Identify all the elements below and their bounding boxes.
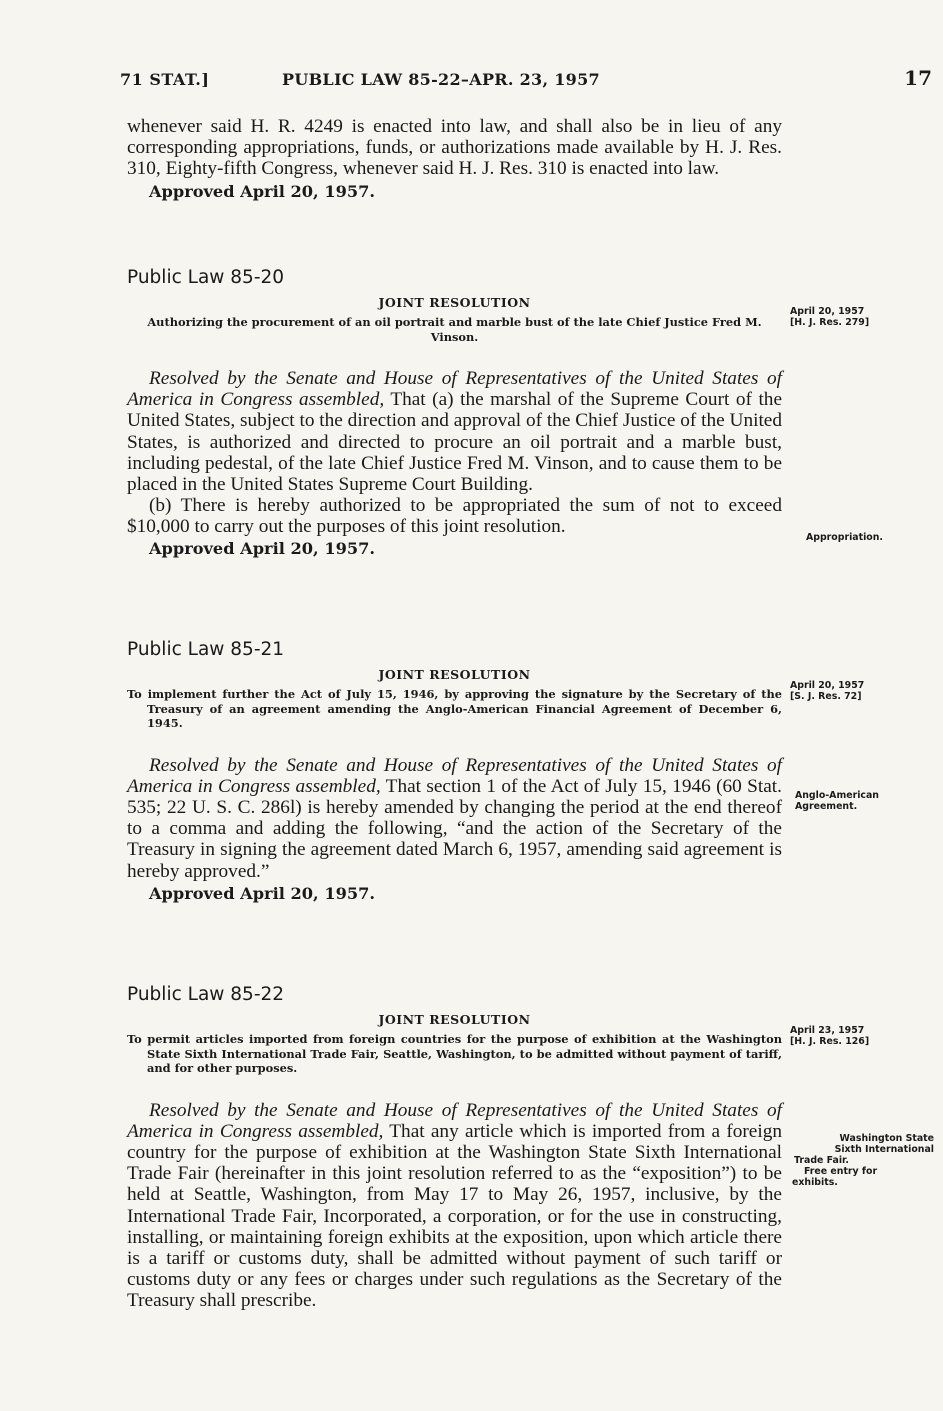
- margin-bill-reference: [S. J. Res. 72]: [790, 691, 862, 702]
- resolution-body: [127, 1100, 782, 1312]
- margin-date: April 23, 1957: [790, 1025, 865, 1036]
- margin-note-line: Trade Fair.: [794, 1155, 849, 1166]
- continuation-text: whenever said H. R. 4249 is enacted into law, and shall also be in lieu of any corresponding appropriations, funds, or authorizations made available by H. J. Res. 310, Eighty-fifth Congress, whenever said H. J. Res. 310 is enacted into law.: [127, 116, 782, 180]
- margin-note-line: Washington State: [839, 1133, 934, 1144]
- section-a: That (a) the marshal of the Supreme Court of the United States, subject to the direction and approval of the Chief Justice of the United States, is authorized and directed to procure an oil portrait and a marble bust, including pedestal, of the late Chief Justice Fred M. Vinson, and to cause them to be placed in the United States Supreme Court Building.: [127, 389, 782, 496]
- approval-line: Approved April 20, 1957.: [149, 538, 376, 558]
- law-purpose: To permit articles imported from foreign countries for the purpose of exhibition at the Washington State Sixth International Trade Fair, Seattle, Washington, to be admitted without payment of tariff, and for other purposes.: [127, 1032, 782, 1075]
- margin-note-anglo-american: Anglo-American Agreement.: [795, 790, 879, 812]
- joint-resolution-heading: JOINT RESOLUTION: [378, 667, 531, 682]
- law-title: Public Law 85-21: [127, 639, 285, 660]
- margin-date: April 20, 1957: [790, 680, 865, 691]
- margin-citation-85-21: [790, 680, 935, 702]
- law-85-20: [127, 266, 782, 560]
- law-title: Public Law 85-22: [127, 984, 285, 1005]
- margin-bill-reference: [H. J. Res. 279]: [790, 317, 870, 328]
- volume-reference: 71 STAT.]: [120, 70, 210, 89]
- law-purpose: To implement further the Act of July 15, 1946, by approving the signature by the Secretary of the Treasury of an agreement amending the Anglo-American Financial Agreement of December 6, 1945.: [127, 687, 782, 730]
- approval-line: Approved April 20, 1957.: [149, 883, 376, 903]
- resolution-body: [127, 755, 782, 882]
- joint-resolution-heading: JOINT RESOLUTION: [378, 1012, 531, 1027]
- law-title: Public Law 85-20: [127, 267, 285, 288]
- section-text: That section 1 of the Act of July 15, 1946 (60 Stat. 535; 22 U. S. C. 286l) is hereby amended by changing the period at the end thereof to a comma and adding the following, “and the action of the Secretary of the Treasury in signing the agreement dated March 6, 1957, amending said agreement is hereby approved.”: [127, 775, 782, 882]
- resolution-body: [127, 368, 782, 495]
- margin-date: April 20, 1957: [790, 306, 865, 317]
- margin-note-line: exhibits.: [792, 1177, 838, 1188]
- law-85-21: [127, 638, 782, 905]
- continuation-block: [127, 116, 782, 203]
- law-85-22: [127, 983, 782, 1312]
- section-b: (b) There is hereby authorized to be appropriated the sum of not to exceed $10,000 to carry out the purposes of this joint resolution.: [127, 495, 782, 538]
- resolving-clause: Resolved by the Senate and House of Representatives of the United States of America in Congress assembled,: [127, 368, 782, 411]
- margin-citation-85-22: [790, 1025, 935, 1047]
- margin-note-line: Free entry for: [804, 1166, 878, 1177]
- section-text: That any article which is imported from a foreign country for the purpose of exhibition at the Washington State Sixth International Trade Fair (hereinafter in this joint resolution referred to as the “exposition”) to be held at Seattle, Washington, from May 17 to May 26, 1957, inclusive, by the International Trade Fair, Incorporated, a corporation, or for the use in constructing, installing, or maintaining foreign exhibits at the exposition, upon which article there is a tariff or customs duty, shall be admitted without payment of such tariff or customs duty or any fees or charges under such regulations as the Secretary of the Treasury shall prescribe.: [127, 1120, 782, 1312]
- margin-note-line: Sixth International: [834, 1144, 934, 1155]
- running-title: PUBLIC LAW 85-22–APR. 23, 1957: [282, 70, 600, 89]
- page-number: 17: [904, 66, 932, 90]
- resolving-clause: Resolved by the Senate and House of Representatives of the United States of America in Congress assembled,: [127, 1099, 782, 1142]
- approval-line: Approved April 20, 1957.: [149, 181, 376, 201]
- margin-bill-reference: [H. J. Res. 126]: [790, 1036, 870, 1047]
- margin-note-appropriation: Appropriation.: [806, 532, 883, 543]
- margin-citation-85-20: [790, 306, 935, 328]
- joint-resolution-heading: JOINT RESOLUTION: [378, 295, 531, 310]
- running-head: [120, 66, 932, 94]
- resolving-clause: Resolved by the Senate and House of Representatives of the United States of America in Congress assembled,: [127, 754, 782, 797]
- margin-note-trade-fair: [792, 1133, 934, 1188]
- law-purpose: Authorizing the procurement of an oil portrait and marble bust of the late Chief Justice Fred M. Vinson.: [147, 315, 762, 344]
